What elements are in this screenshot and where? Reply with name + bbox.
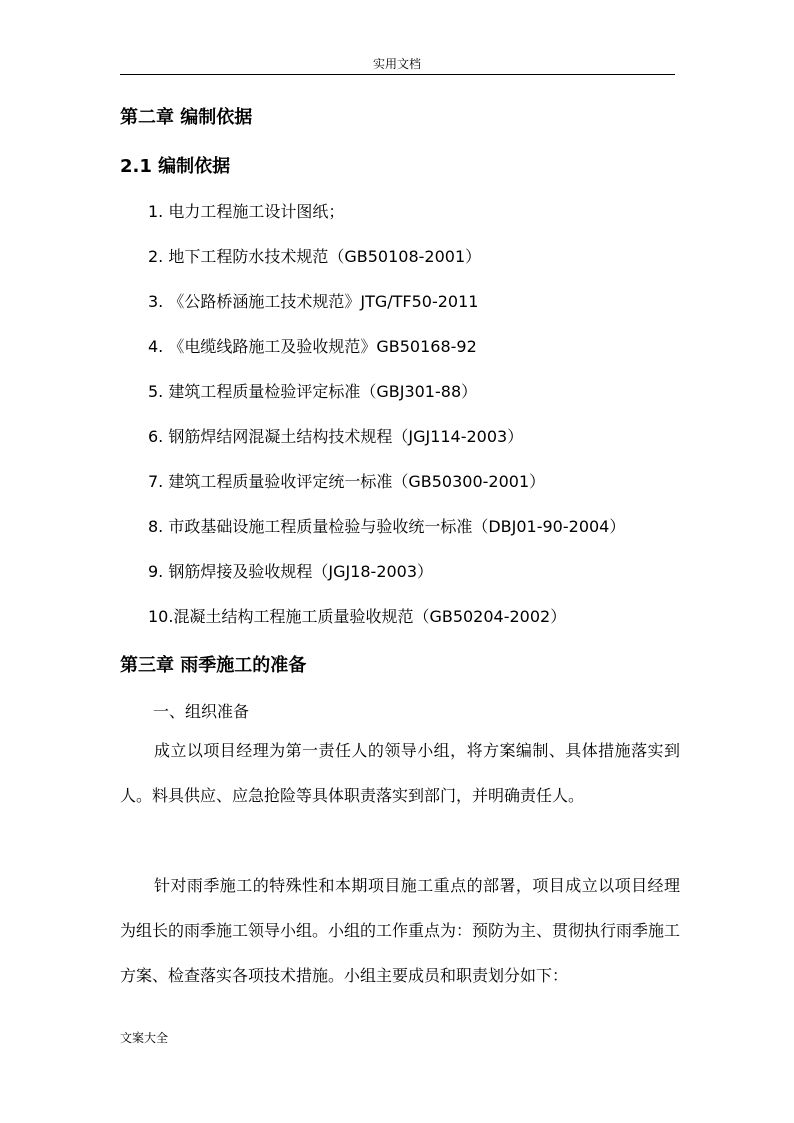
- reference-item: 6. 钢筋焊结网混凝土结构技术规程（JGJ114-2003）: [148, 427, 524, 446]
- reference-item: 3. 《公路桥涵施工技术规范》JTG/TF50-2011: [148, 292, 479, 311]
- org-prep-heading: 一、组织准备: [153, 702, 250, 721]
- reference-item: 1. 电力工程施工设计图纸；: [148, 202, 345, 221]
- page-header: 实用文档: [372, 57, 421, 71]
- reference-item: 4. 《电缆线路施工及验收规范》GB50168-92: [148, 337, 477, 356]
- section-2-1-title: 2.1 编制依据: [120, 156, 231, 177]
- reference-item: 5. 建筑工程质量检验评定标准（GBJ301-88）: [148, 382, 478, 401]
- header-divider: [120, 74, 675, 75]
- reference-item: 2. 地下工程防水技术规范（GB50108-2001）: [148, 247, 482, 266]
- paragraph-leadership-group: 成立以项目经理为第一责任人的领导小组，将方案编制、具体措施落实到人。料具供应、应急抢险等具体职责落实到部门，并明确责任人。: [120, 741, 680, 805]
- reference-list: [148, 200, 625, 650]
- page-footer: 文案大全: [120, 1031, 169, 1045]
- reference-item: 8. 市政基础设施工程质量检验与验收统一标准（DBJ01-90-2004）: [148, 517, 626, 536]
- reference-item: 7. 建筑工程质量验收评定统一标准（GB50300-2001）: [148, 472, 546, 491]
- reference-item: 9. 钢筋焊接及验收规程（JGJ18-2003）: [148, 562, 434, 581]
- paragraph-rainy-season-group: 针对雨季施工的特殊性和本期项目施工重点的部署，项目成立以项目经理为组长的雨季施工领导小组。小组的工作重点为：预防为主、贯彻执行雨季施工方案、检查落实各项技术措施。小组主要成员和职责划分如下：: [120, 876, 681, 985]
- chapter-2-title: 第二章 编制依据: [120, 107, 253, 128]
- reference-item: 10.混凝土结构工程施工质量验收规范（GB50204-2002）: [148, 607, 567, 626]
- chapter-3-title: 第三章 雨季施工的准备: [120, 655, 307, 676]
